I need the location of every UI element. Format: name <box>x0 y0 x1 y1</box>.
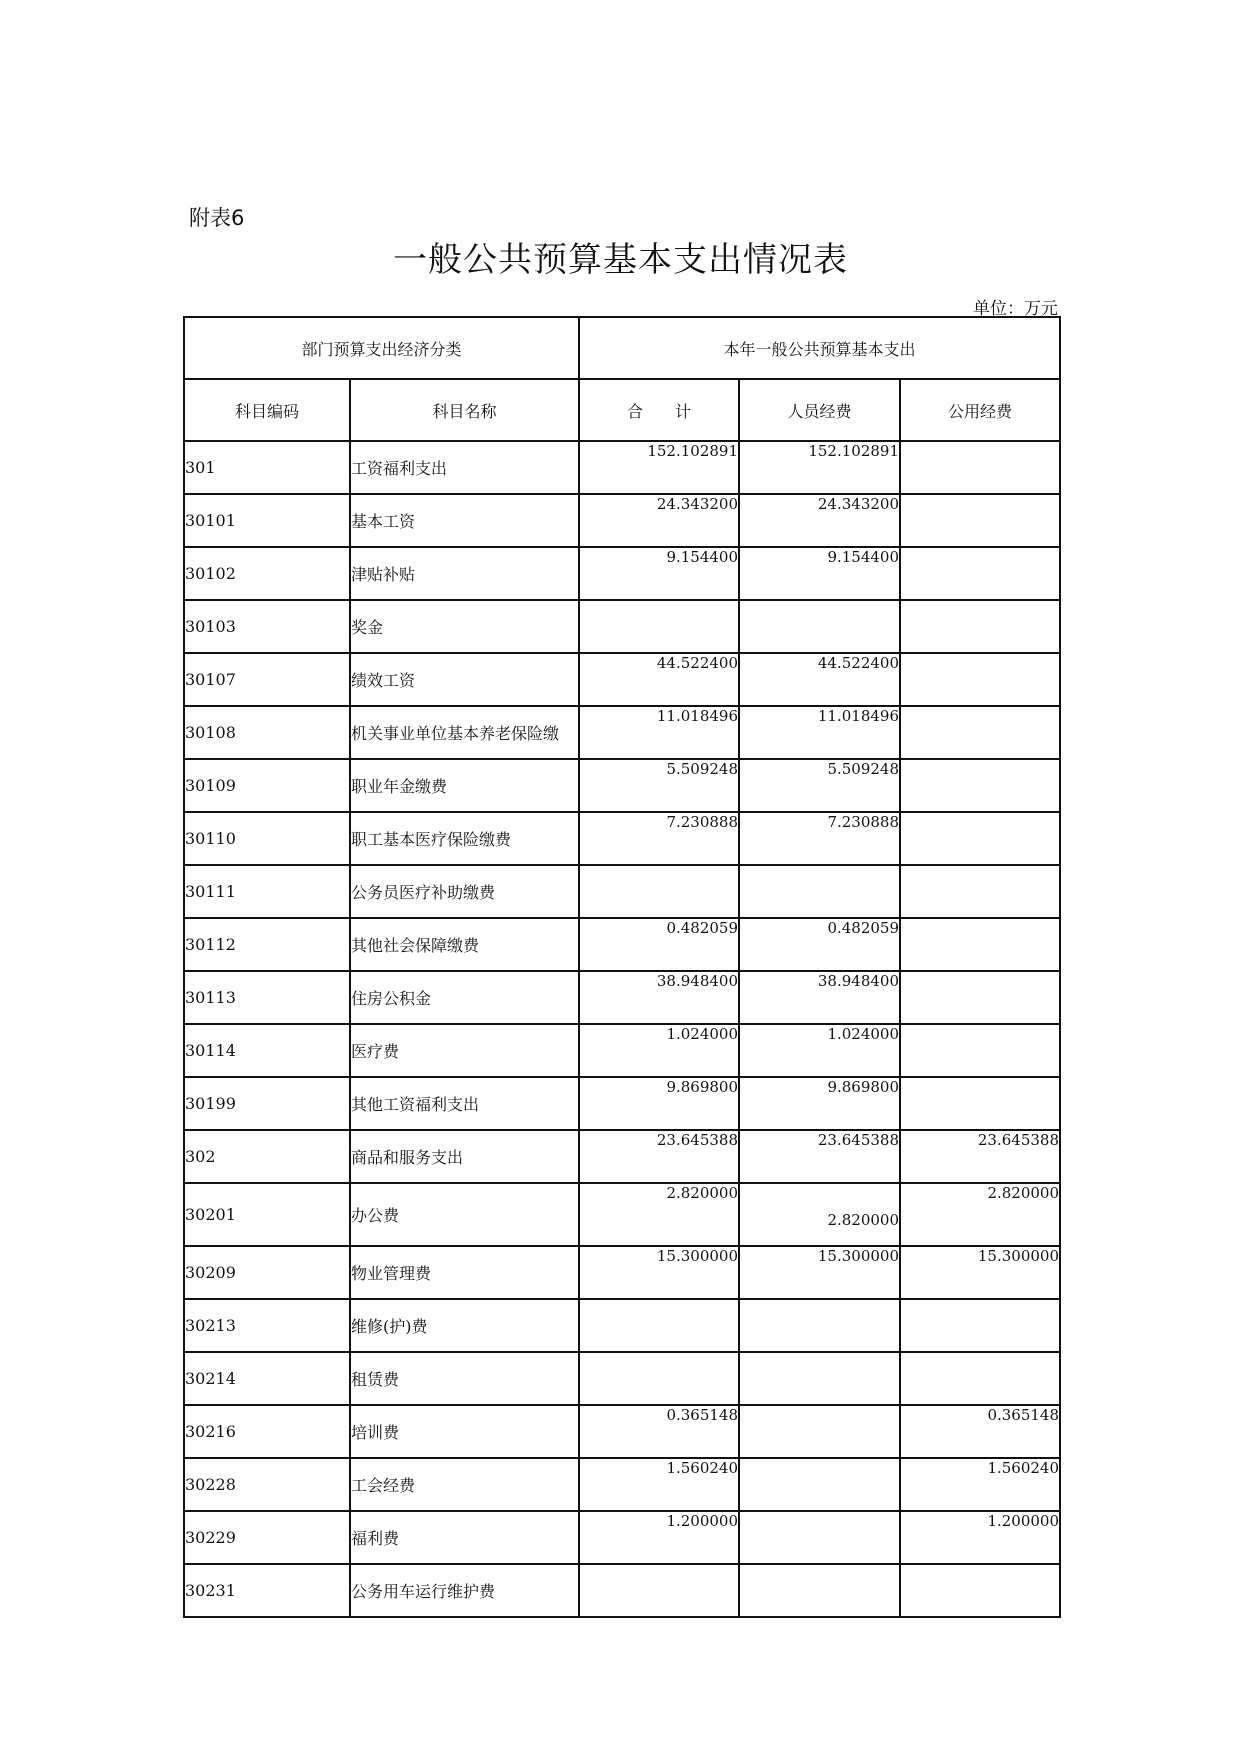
cell-total <box>579 1024 739 1077</box>
cell-name-text: 基本工资 <box>351 512 416 531</box>
cell-public <box>900 1077 1060 1130</box>
cell-name-text: 津贴补贴 <box>351 565 416 584</box>
cell-public-text: 23.645388 <box>977 1131 1060 1149</box>
cell-code <box>184 865 350 918</box>
cell-code-text: 30112 <box>185 935 236 954</box>
cell-name <box>350 706 579 759</box>
cell-personnel <box>739 812 900 865</box>
cell-total <box>579 865 739 918</box>
cell-public <box>900 1024 1060 1077</box>
cell-name <box>350 1511 579 1564</box>
table-row <box>184 1130 1060 1183</box>
table-row <box>184 494 1060 547</box>
cell-total <box>579 971 739 1024</box>
cell-total <box>579 1130 739 1183</box>
cell-name <box>350 918 579 971</box>
cell-name-text: 公务员医疗补助缴费 <box>351 883 496 902</box>
cell-name-text: 维修(护)费 <box>351 1317 428 1336</box>
cell-personnel <box>739 706 900 759</box>
table-row <box>184 812 1060 865</box>
cell-name-text: 奖金 <box>351 618 384 637</box>
cell-total-text: 44.522400 <box>656 654 739 672</box>
cell-total-text: 38.948400 <box>656 972 739 990</box>
cell-code-text: 301 <box>185 458 216 477</box>
cell-personnel <box>739 1511 900 1564</box>
cell-name <box>350 971 579 1024</box>
cell-total-text: 7.230888 <box>666 813 739 831</box>
cell-personnel <box>739 1458 900 1511</box>
column-header-name: 科目名称 <box>350 379 579 441</box>
table-row <box>184 865 1060 918</box>
cell-personnel-text: 15.300000 <box>817 1247 900 1265</box>
cell-public <box>900 812 1060 865</box>
cell-code-text: 30231 <box>185 1581 236 1600</box>
cell-name-text: 培训费 <box>351 1423 400 1442</box>
group-header-classification: 部门预算支出经济分类 <box>184 317 579 379</box>
cell-name <box>350 494 579 547</box>
cell-total-text: 0.365148 <box>666 1406 739 1424</box>
cell-personnel <box>739 494 900 547</box>
cell-name-text: 职工基本医疗保险缴费 <box>351 830 512 849</box>
cell-public <box>900 971 1060 1024</box>
cell-personnel <box>739 441 900 494</box>
cell-code <box>184 1458 350 1511</box>
cell-name-text: 公务用车运行维护费 <box>351 1582 496 1601</box>
cell-public <box>900 1299 1060 1352</box>
cell-name <box>350 759 579 812</box>
cell-code <box>184 759 350 812</box>
column-header-total: 合 计 <box>579 379 739 441</box>
cell-personnel <box>739 600 900 653</box>
cell-total-text: 5.509248 <box>666 760 739 778</box>
cell-code <box>184 1183 350 1246</box>
cell-code-text: 30108 <box>185 723 236 742</box>
cell-total <box>579 812 739 865</box>
cell-public-text: 15.300000 <box>977 1247 1060 1265</box>
cell-public <box>900 441 1060 494</box>
cell-personnel-text: 9.869800 <box>827 1078 900 1096</box>
column-header-code: 科目编码 <box>184 379 350 441</box>
cell-personnel <box>739 1077 900 1130</box>
cell-code <box>184 706 350 759</box>
cell-public-text: 0.365148 <box>987 1406 1060 1424</box>
cell-name <box>350 653 579 706</box>
table-row <box>184 441 1060 494</box>
page-title: 一般公共预算基本支出情况表 <box>393 240 848 280</box>
table-row <box>184 1077 1060 1130</box>
cell-code-text: 30199 <box>185 1094 236 1113</box>
cell-code <box>184 1405 350 1458</box>
cell-name <box>350 865 579 918</box>
cell-code-text: 30114 <box>185 1041 236 1060</box>
column-header-personnel: 人员经费 <box>739 379 900 441</box>
cell-public <box>900 1405 1060 1458</box>
cell-name-text: 职业年金缴费 <box>351 777 448 796</box>
cell-code <box>184 1511 350 1564</box>
cell-code <box>184 1246 350 1299</box>
cell-code <box>184 600 350 653</box>
cell-total <box>579 1564 739 1617</box>
cell-public <box>900 759 1060 812</box>
budget-table <box>183 316 1061 1618</box>
cell-personnel-text: 23.645388 <box>817 1131 900 1149</box>
cell-total-text: 15.300000 <box>656 1247 739 1265</box>
cell-name <box>350 1458 579 1511</box>
cell-public-text: 1.200000 <box>987 1512 1060 1530</box>
cell-personnel <box>739 759 900 812</box>
cell-total <box>579 653 739 706</box>
cell-total <box>579 1405 739 1458</box>
cell-code-text: 30216 <box>185 1422 236 1441</box>
cell-code <box>184 1564 350 1617</box>
cell-name-text: 绩效工资 <box>351 671 416 690</box>
cell-public-text: 2.820000 <box>987 1184 1060 1202</box>
table-row <box>184 1299 1060 1352</box>
cell-public <box>900 600 1060 653</box>
cell-personnel <box>739 653 900 706</box>
cell-personnel <box>739 1352 900 1405</box>
cell-code-text: 30214 <box>185 1369 236 1388</box>
cell-name <box>350 1405 579 1458</box>
cell-name-text: 物业管理费 <box>351 1264 432 1283</box>
cell-name-text: 其他社会保障缴费 <box>351 936 480 955</box>
cell-name <box>350 1130 579 1183</box>
cell-public <box>900 494 1060 547</box>
cell-code-text: 302 <box>185 1147 216 1166</box>
cell-code <box>184 494 350 547</box>
table-row <box>184 759 1060 812</box>
cell-total <box>579 759 739 812</box>
cell-name-text: 工资福利支出 <box>351 459 448 478</box>
cell-personnel-text: 44.522400 <box>817 654 900 672</box>
cell-code-text: 30209 <box>185 1263 236 1282</box>
cell-code <box>184 971 350 1024</box>
cell-name <box>350 600 579 653</box>
cell-total <box>579 706 739 759</box>
cell-name <box>350 1299 579 1352</box>
cell-code <box>184 1299 350 1352</box>
cell-name <box>350 547 579 600</box>
cell-public <box>900 653 1060 706</box>
cell-total <box>579 494 739 547</box>
cell-personnel <box>739 547 900 600</box>
cell-public <box>900 547 1060 600</box>
table-row <box>184 1352 1060 1405</box>
cell-personnel-text: 24.343200 <box>817 495 900 513</box>
cell-name <box>350 1352 579 1405</box>
cell-name-text: 工会经费 <box>351 1476 416 1495</box>
cell-total <box>579 1183 739 1246</box>
table-row <box>184 971 1060 1024</box>
cell-total <box>579 1299 739 1352</box>
cell-public <box>900 1458 1060 1511</box>
cell-personnel <box>739 1299 900 1352</box>
cell-total-text: 0.482059 <box>666 919 739 937</box>
cell-personnel-text: 11.018496 <box>817 707 900 725</box>
cell-code <box>184 1077 350 1130</box>
cell-total-text: 2.820000 <box>666 1184 739 1202</box>
cell-name <box>350 1564 579 1617</box>
cell-total <box>579 441 739 494</box>
cell-name-text: 机关事业单位基本养老保险缴 <box>351 724 560 743</box>
cell-total <box>579 1458 739 1511</box>
cell-public <box>900 1352 1060 1405</box>
cell-public <box>900 1246 1060 1299</box>
cell-total-text: 1.024000 <box>666 1025 739 1043</box>
cell-code-text: 30111 <box>185 882 236 901</box>
cell-code <box>184 1024 350 1077</box>
cell-code-text: 30109 <box>185 776 236 795</box>
cell-personnel-text: 2.820000 <box>827 1210 900 1229</box>
cell-personnel <box>739 1246 900 1299</box>
cell-name-text: 租赁费 <box>351 1370 400 1389</box>
cell-name <box>350 1246 579 1299</box>
table-row <box>184 918 1060 971</box>
cell-code-text: 30113 <box>185 988 236 1007</box>
cell-name-text: 医疗费 <box>351 1042 400 1061</box>
cell-name-text: 办公费 <box>351 1206 400 1225</box>
cell-public <box>900 1564 1060 1617</box>
cell-total <box>579 547 739 600</box>
cell-personnel-text: 1.024000 <box>827 1025 900 1043</box>
cell-personnel-text: 5.509248 <box>827 760 900 778</box>
cell-total-text: 1.560240 <box>666 1459 739 1477</box>
cell-public <box>900 865 1060 918</box>
cell-personnel <box>739 971 900 1024</box>
cell-name <box>350 812 579 865</box>
cell-code <box>184 547 350 600</box>
cell-name <box>350 1024 579 1077</box>
cell-code <box>184 812 350 865</box>
cell-total-text: 9.869800 <box>666 1078 739 1096</box>
cell-code-text: 30107 <box>185 670 236 689</box>
cell-code-text: 30101 <box>185 511 236 530</box>
table-row <box>184 600 1060 653</box>
cell-code-text: 30110 <box>185 829 236 848</box>
cell-code <box>184 441 350 494</box>
cell-name <box>350 1077 579 1130</box>
table-row <box>184 1246 1060 1299</box>
cell-personnel <box>739 1405 900 1458</box>
cell-name-text: 住房公积金 <box>351 989 432 1008</box>
cell-total-text: 24.343200 <box>656 495 739 513</box>
cell-name <box>350 1183 579 1246</box>
unit-label: 单位：万元 <box>973 299 1058 319</box>
cell-total <box>579 1511 739 1564</box>
cell-total <box>579 1077 739 1130</box>
cell-code-text: 30102 <box>185 564 236 583</box>
cell-total <box>579 918 739 971</box>
cell-name-text: 其他工资福利支出 <box>351 1095 480 1114</box>
group-header-expenditure: 本年一般公共预算基本支出 <box>579 317 1060 379</box>
cell-total-text: 11.018496 <box>656 707 739 725</box>
table-row <box>184 1405 1060 1458</box>
cell-personnel-text: 9.154400 <box>827 548 900 566</box>
cell-personnel-text: 38.948400 <box>817 972 900 990</box>
table-row <box>184 547 1060 600</box>
table-row <box>184 1183 1060 1246</box>
cell-total-text: 152.102891 <box>647 442 739 460</box>
table-row <box>184 1024 1060 1077</box>
cell-public <box>900 706 1060 759</box>
table-row <box>184 706 1060 759</box>
cell-public-text: 1.560240 <box>987 1459 1060 1477</box>
table-row <box>184 1511 1060 1564</box>
cell-personnel-text: 152.102891 <box>808 442 900 460</box>
cell-personnel <box>739 1564 900 1617</box>
cell-total <box>579 1352 739 1405</box>
cell-personnel-text: 0.482059 <box>827 919 900 937</box>
cell-total-text: 9.154400 <box>666 548 739 566</box>
cell-public <box>900 918 1060 971</box>
cell-code <box>184 653 350 706</box>
cell-personnel-text: 7.230888 <box>827 813 900 831</box>
cell-total <box>579 1246 739 1299</box>
cell-personnel <box>739 865 900 918</box>
cell-code-text: 30229 <box>185 1528 236 1547</box>
cell-public <box>900 1511 1060 1564</box>
table-row <box>184 1458 1060 1511</box>
cell-code <box>184 1130 350 1183</box>
cell-code-text: 30103 <box>185 617 236 636</box>
cell-total-text: 1.200000 <box>666 1512 739 1530</box>
cell-personnel <box>739 918 900 971</box>
cell-public <box>900 1183 1060 1246</box>
cell-name <box>350 441 579 494</box>
cell-total-text: 23.645388 <box>656 1131 739 1149</box>
cell-public <box>900 1130 1060 1183</box>
cell-personnel <box>739 1130 900 1183</box>
cell-personnel <box>739 1183 900 1246</box>
cell-code-text: 30228 <box>185 1475 236 1494</box>
cell-total <box>579 600 739 653</box>
cell-name-text: 福利费 <box>351 1529 400 1548</box>
cell-code <box>184 1352 350 1405</box>
cell-code <box>184 918 350 971</box>
attachment-label: 附表6 <box>189 206 245 230</box>
cell-code-text: 30201 <box>185 1205 236 1224</box>
cell-code-text: 30213 <box>185 1316 236 1335</box>
column-header-public: 公用经费 <box>900 379 1060 441</box>
table-row <box>184 653 1060 706</box>
cell-personnel <box>739 1024 900 1077</box>
cell-name-text: 商品和服务支出 <box>351 1148 464 1167</box>
table-row <box>184 1564 1060 1617</box>
